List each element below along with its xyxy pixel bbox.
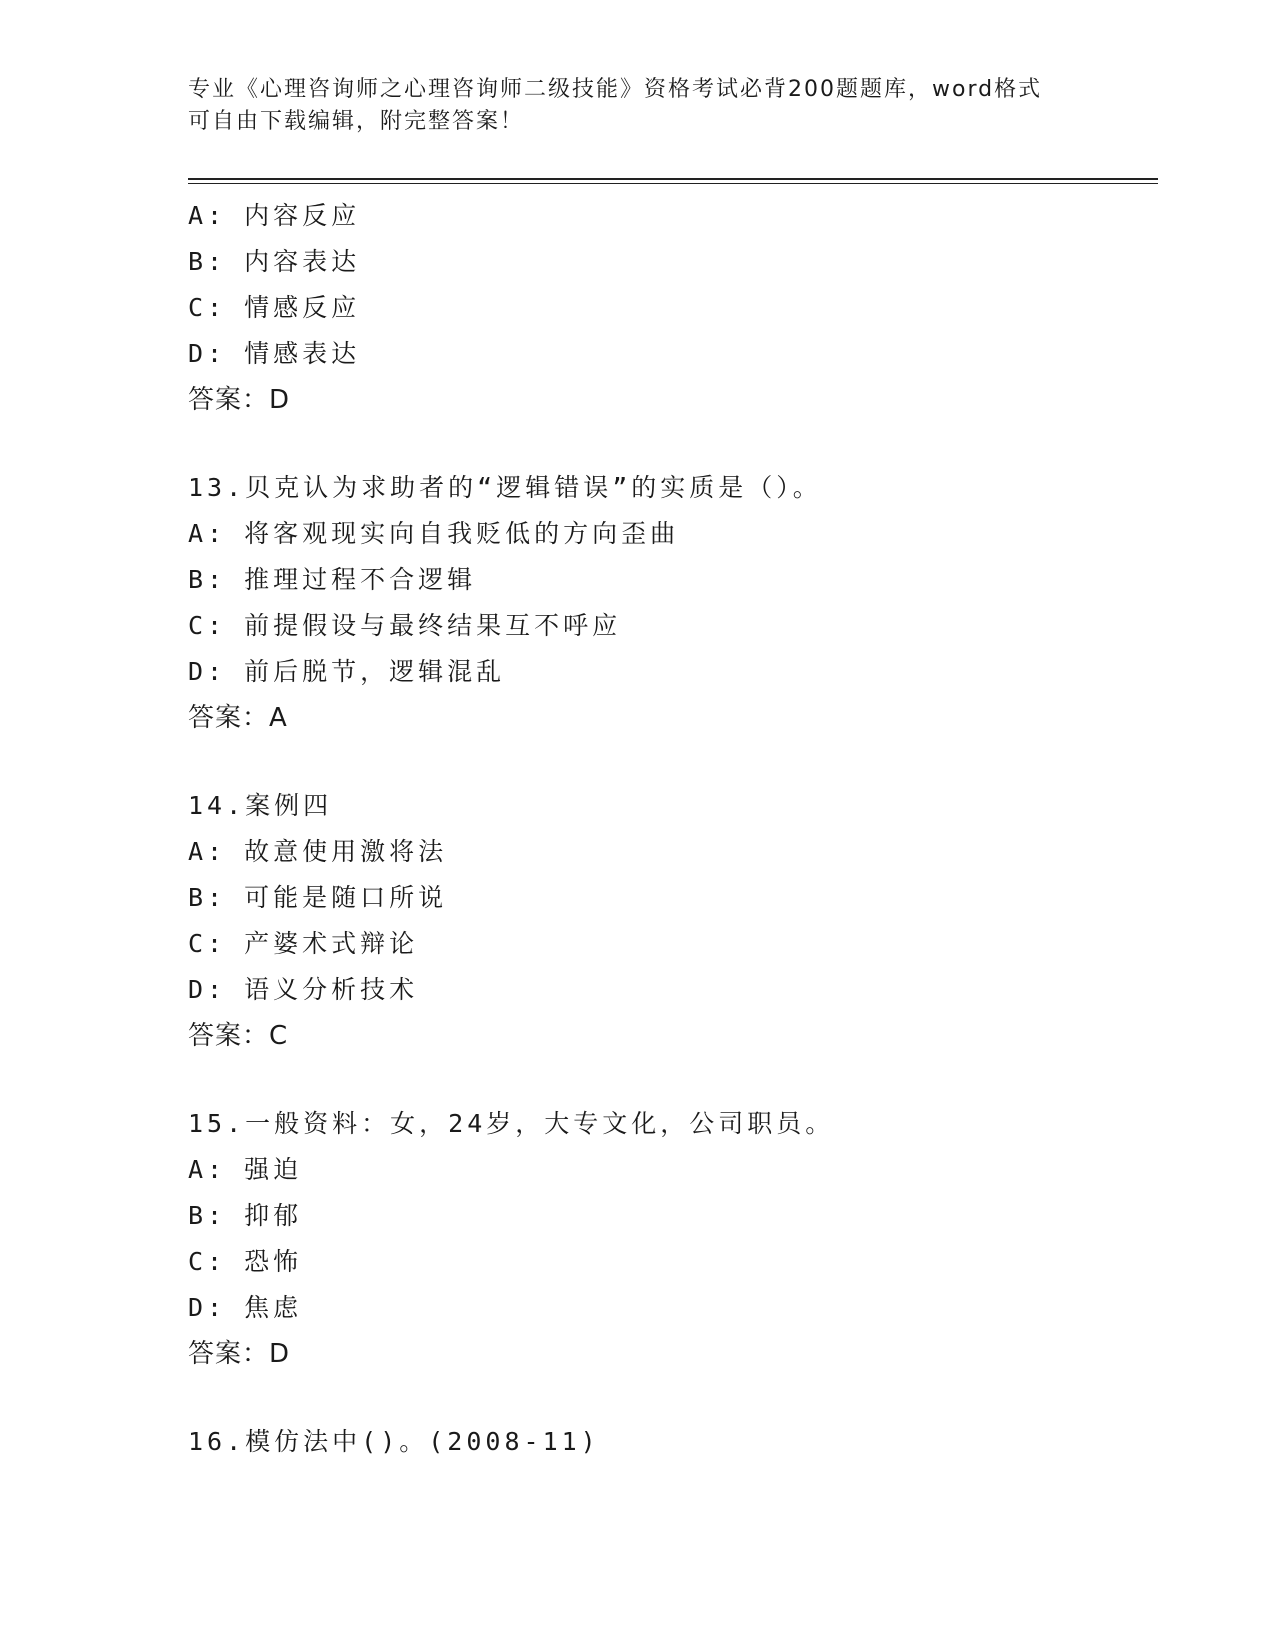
option-d: D: 前后脱节，逻辑混乱 (188, 657, 506, 686)
answer-line: 答案：A (188, 703, 288, 733)
option-c: C: 前提假设与最终结果互不呼应 (188, 611, 622, 640)
option-a: A: 强迫 (188, 1155, 303, 1184)
option-c: C: 产婆术式辩论 (188, 929, 419, 958)
option-b: B: 推理过程不合逻辑 (188, 565, 477, 594)
option-a: A: 故意使用激将法 (188, 837, 448, 866)
question-text: 13.贝克认为求助者的“逻辑错误”的实质是（）。 (188, 473, 822, 502)
option-d: D: 焦虑 (188, 1293, 303, 1322)
option-b: B: 内容表达 (188, 247, 361, 276)
question-12-block (188, 193, 1168, 423)
answer-line: 答案：C (188, 1021, 289, 1051)
question-text: 14.案例四 (188, 791, 333, 820)
header-line-1: 专业《心理咨询师之心理咨询师二级技能》资格考试必背200题题库，word格式 (188, 77, 1043, 102)
option-d: D: 语义分析技术 (188, 975, 419, 1004)
question-13-block (188, 465, 1168, 741)
question-text: 15.一般资料：女，24岁，大专文化，公司职员。 (188, 1109, 835, 1138)
option-c: C: 情感反应 (188, 293, 361, 322)
question-15-block (188, 1101, 1168, 1377)
answer-line: 答案：D (188, 1339, 291, 1369)
answer-line: 答案：D (188, 385, 291, 415)
option-c: C: 恐怖 (188, 1247, 303, 1276)
question-list (188, 193, 1168, 1465)
option-a: A: 内容反应 (188, 201, 361, 230)
option-d: D: 情感表达 (188, 339, 361, 368)
question-16-block (188, 1419, 1168, 1465)
header-line-2: 可自由下载编辑，附完整答案！ (188, 109, 525, 134)
question-14-block (188, 783, 1168, 1059)
header-divider-thick (188, 178, 1158, 180)
header-divider-thin (188, 183, 1158, 184)
document-header (188, 74, 1088, 138)
option-b: B: 抑郁 (188, 1201, 303, 1230)
question-text: 16.模仿法中()。(2008-11) (188, 1427, 600, 1456)
option-a: A: 将客观现实向自我贬低的方向歪曲 (188, 519, 680, 548)
option-b: B: 可能是随口所说 (188, 883, 448, 912)
